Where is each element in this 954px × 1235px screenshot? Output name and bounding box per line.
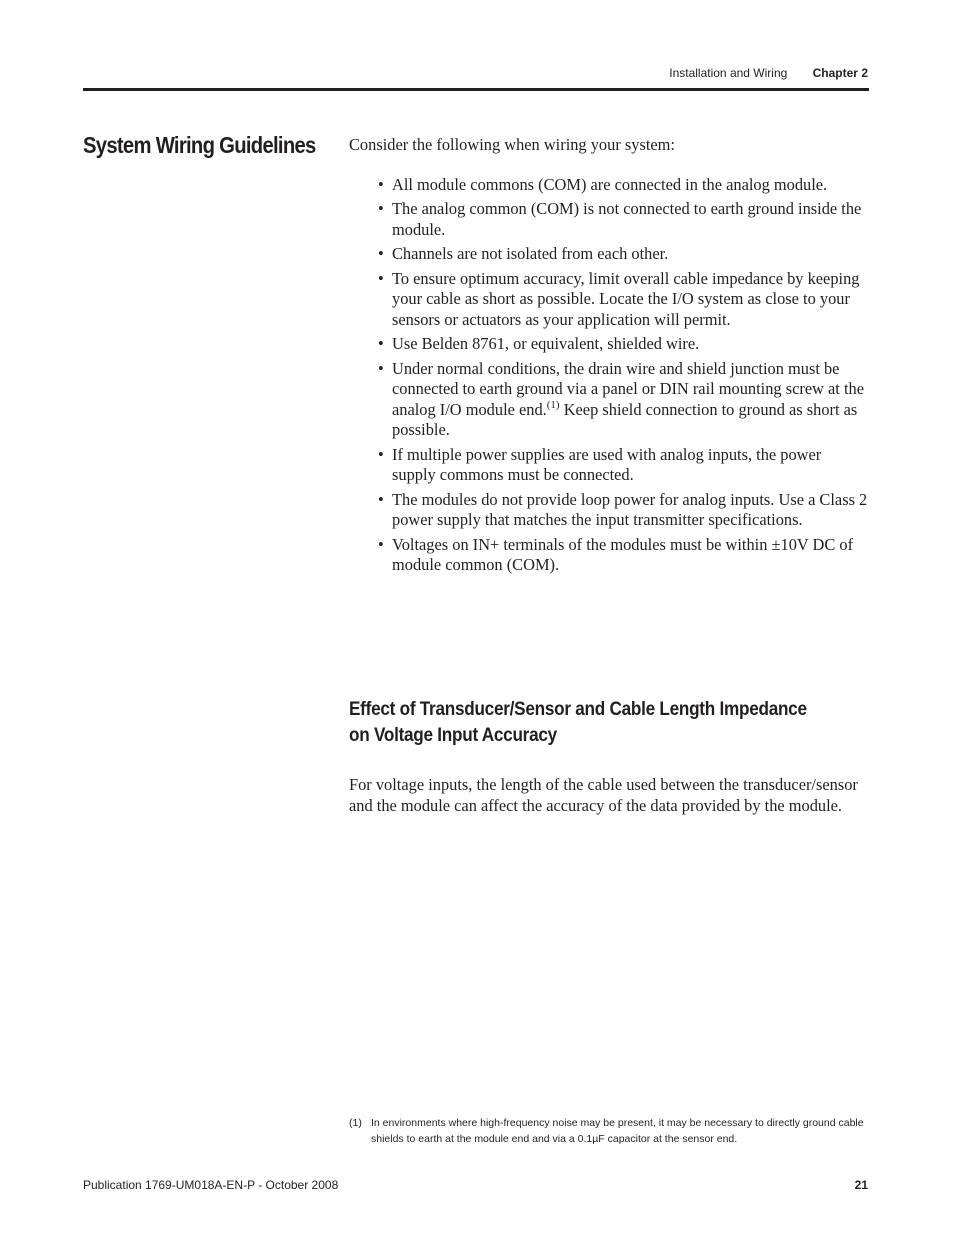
- list-item-text: Under normal conditions, the drain wire and shield junction must be connected to earth ground via a panel or DIN rail mounting screw at the analog I/O module end.: [392, 358, 864, 419]
- bullet-glyph: •: [378, 534, 384, 554]
- list-item: [349, 334, 869, 355]
- list-item-text: Voltages on IN+ terminals of the modules must be within ±10V DC of module common (COM).: [392, 534, 854, 574]
- bullet-glyph: •: [378, 244, 384, 263]
- subsection-heading: Effect of Transducer/Sensor and Cable Length Impedance on Voltage Input Accuracy: [349, 698, 807, 746]
- list-item: [349, 244, 869, 265]
- list-item-text: Channels are not isolated from each other.: [392, 244, 669, 263]
- header-section-title: Installation and Wiring: [669, 66, 788, 80]
- list-item: [349, 445, 869, 486]
- footnote-reference[interactable]: (1): [546, 398, 560, 411]
- header-rule: [83, 88, 869, 91]
- list-item-text: To ensure optimum accuracy, limit overall cable impedance by keeping your cable as short as possible. Locate the I/O system as close to your sensors or actuators as your application will permit.: [392, 268, 860, 329]
- list-item: [349, 199, 869, 240]
- list-item-text: The modules do not provide loop power for analog inputs. Use a Class 2 power supply that matches the input transmitter specifications.: [392, 489, 868, 529]
- footnote: [349, 1116, 869, 1147]
- publication-info: Publication 1769-UM018A-EN-P - October 2008: [83, 1178, 339, 1192]
- bullet-glyph: •: [378, 268, 384, 288]
- list-item-text: Use Belden 8761, or equivalent, shielded wire.: [392, 334, 700, 353]
- bullet-glyph: •: [378, 358, 384, 378]
- list-item: [349, 535, 869, 576]
- section-title: System Wiring Guidelines: [83, 132, 316, 158]
- bullet-glyph: •: [378, 174, 384, 194]
- page-number: 21: [854, 1178, 868, 1192]
- footnote-number: (1): [349, 1117, 362, 1129]
- footnote-text: In environments where high-frequency noise may be present, it may be necessary to directly ground cable shields to earth at the module end and via a 0.1µF capacitor at the sensor end.: [371, 1117, 864, 1145]
- list-item: [349, 359, 869, 441]
- body-paragraph: For voltage inputs, the length of the cable used between the transducer/sensor and the module can affect the accuracy of the data provided by the module.: [349, 775, 858, 815]
- header-chapter: Chapter 2: [812, 66, 868, 80]
- bullet-glyph: •: [378, 489, 384, 509]
- running-header: [669, 66, 868, 80]
- list-item: [349, 175, 869, 196]
- list-item-text: If multiple power supplies are used with analog inputs, the power supply commons must be connected.: [392, 444, 822, 484]
- list-item-text-continued: Keep shield connection to ground as short as possible.: [392, 399, 858, 439]
- list-item: [349, 269, 869, 331]
- list-item-text: All module commons (COM) are connected in the analog module.: [392, 174, 828, 194]
- bullet-glyph: •: [378, 444, 384, 464]
- list-item: [349, 490, 869, 531]
- main-content: [349, 135, 869, 580]
- bullet-glyph: •: [378, 199, 384, 218]
- list-item-text: The analog common (COM) is not connected to earth ground inside the module.: [392, 199, 862, 239]
- guideline-list: [349, 175, 869, 576]
- bullet-glyph: •: [378, 334, 384, 353]
- intro-text: Consider the following when wiring your system:: [349, 135, 675, 154]
